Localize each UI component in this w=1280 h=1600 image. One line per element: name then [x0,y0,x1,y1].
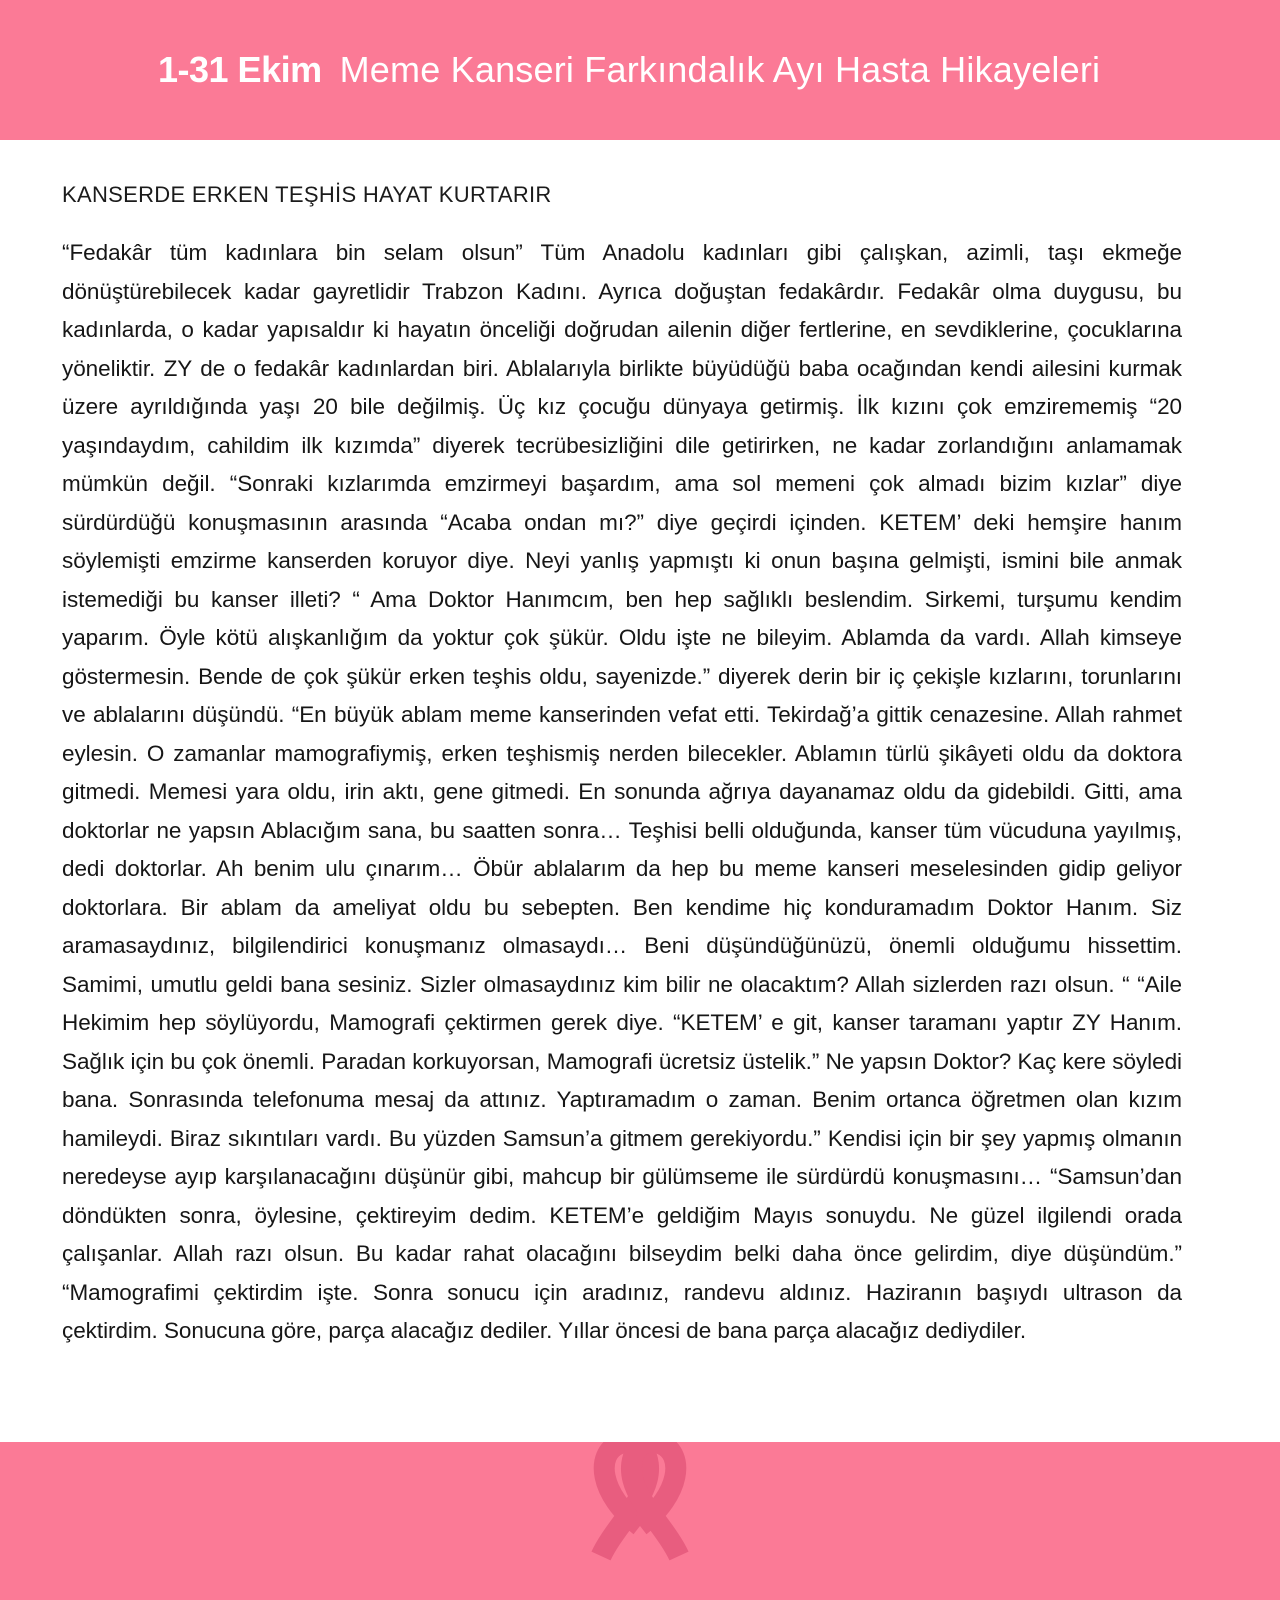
page-header-band [0,0,1280,140]
header-date-label: 1-31 Ekim [158,49,322,90]
document-content [0,140,1280,1442]
header-subtitle-label: Meme Kanseri Farkındalık Ayı Hasta Hikayeleri [339,49,1101,90]
story-body-text: “Fedakâr tüm kadınlara bin selam olsun” Tüm Anadolu kadınları gibi çalışkan, azimli, taşı ekmeğe dönüştürebilecek kadar gayretlidir Trabzon Kadını. Ayrıca doğuştan fedakârdır. Fedakâr olma duygusu, bu kadınlarda, o kadar yapısaldır ki hayatın önceliği doğrudan ailenin diğer fertlerine, en sevdiklerine, çocuklarına yöneliktir. ZY de o fedakâr kadınlardan biri. Ablalarıyla birlikte büyüdüğü baba ocağından kendi ailesini kurmak üzere ayrıldığında yaşı 20 bile değilmiş. Üç kız çocuğu dünyaya getirmiş. İlk kızını çok emzirememiş “20 yaşındaydım, cahildim ilk kızımda” diyerek tecrübesizliğini dile getirirken, ne kadar zorlandığını anlamamak mümkün değil. “Sonraki kızlarımda emzirmeyi başardım, ama sol memeni çok almadı bizim kızlar” diye sürdürdüğü konuşmasının arasında “Acaba ondan mı?” diye geçirdi içinden. KETEM’ deki hemşire hanım söylemişti emzirme kanserden koruyor diye. Neyi yanlış yapmıştı ki onun başına gelmişti, ismini bile anmak istemediği bu kanser illeti? “ Ama Doktor Hanımcım, ben hep sağlıklı beslendim. Sirkemi, turşumu kendim yaparım. Öyle kötü alışkanlığım da yoktur çok şükür. Oldu işte ne bileyim. Ablamda da vardı. Allah kimseye göstermesin. Bende de çok şükür erken teşhis oldu, sayenizde.” diyerek derin bir iç çekişle kızlarını, torunlarını ve ablalarını düşündü. “En büyük ablam meme kanserinden vefat etti. Tekirdağ’a gittik cenazesine. Allah rahmet eylesin. O zamanlar mamografiymiş, erken teşhismiş nerden bilecekler. Ablamın türlü şikâyeti oldu da doktora gitmedi. Memesi yara oldu, irin aktı, gene gitmedi. En sonunda ağrıya dayanamaz oldu da gidebildi. Gitti, ama doktorlar ne yapsın Ablacığım sana, bu saatten sonra… Teşhisi belli olduğunda, kanser tüm vücuduna yayılmış, dedi doktorlar. Ah benim ulu çınarım… Öbür ablalarım da hep bu meme kanseri meselesinden gidip geliyor doktorlara. Bir ablam da ameliyat oldu bu sebepten. Ben kendime hiç konduramadım Doktor Hanım. Siz aramasaydınız, bilgilendirici konuşmanız olmasaydı… Beni düşündüğünüzü, önemli olduğumu hissettim. Samimi, umutlu geldi bana sesiniz. Sizler olmasaydınız kim bilir ne olacaktım? Allah sizlerden razı olsun. “ “Aile Hekimim hep söylüyordu, Mamografi çektirmen gerek diye. “KETEM’ e git, kanser taramanı yaptır ZY Hanım. Sağlık için bu çok önemli. Paradan korkuyorsan, Mamografi ücretsiz üstelik.” Ne yapsın Doktor? Kaç kere söyledi bana. Sonrasında telefonuma mesaj da attınız. Yaptıramadım o zaman. Benim ortanca öğretmen olan kızım hamileydi. Biraz sıkıntıları vardı. Bu yüzden Samsun’a gitmem gerekiyordu.” Kendisi için bir şey yapmış olmanın neredeyse ayıp karşılanacağını düşünür gibi, mahcup bir gülümseme ile sürdürdü konuşmasını… “Samsun’dan döndükten sonra, öylesine, çektireyim dedim. KETEM’e geldiğim Mayıs sonuydu. Ne güzel ilgilendi orada çalışanlar. Allah razı olsun. Bu kadar rahat olacağını bilseydim belki daha önce gelirdim, diye düşündüm.” “Mamografimi çektirdim işte. Sonra sonucu için aradınız, randevu aldınız. Haziranın başıydı ultrason da çektirdim. Sonucuna göre, parça alacağız dediler. Yıllar öncesi de bana parça alacağız dediydiler. [62,240,1182,1344]
header-title [158,49,1100,91]
page-footer-band [0,1442,1280,1600]
pink-awareness-ribbon-icon [575,1442,705,1598]
story-heading: KANSERDE ERKEN TEŞHİS HAYAT KURTARIR [62,182,552,207]
